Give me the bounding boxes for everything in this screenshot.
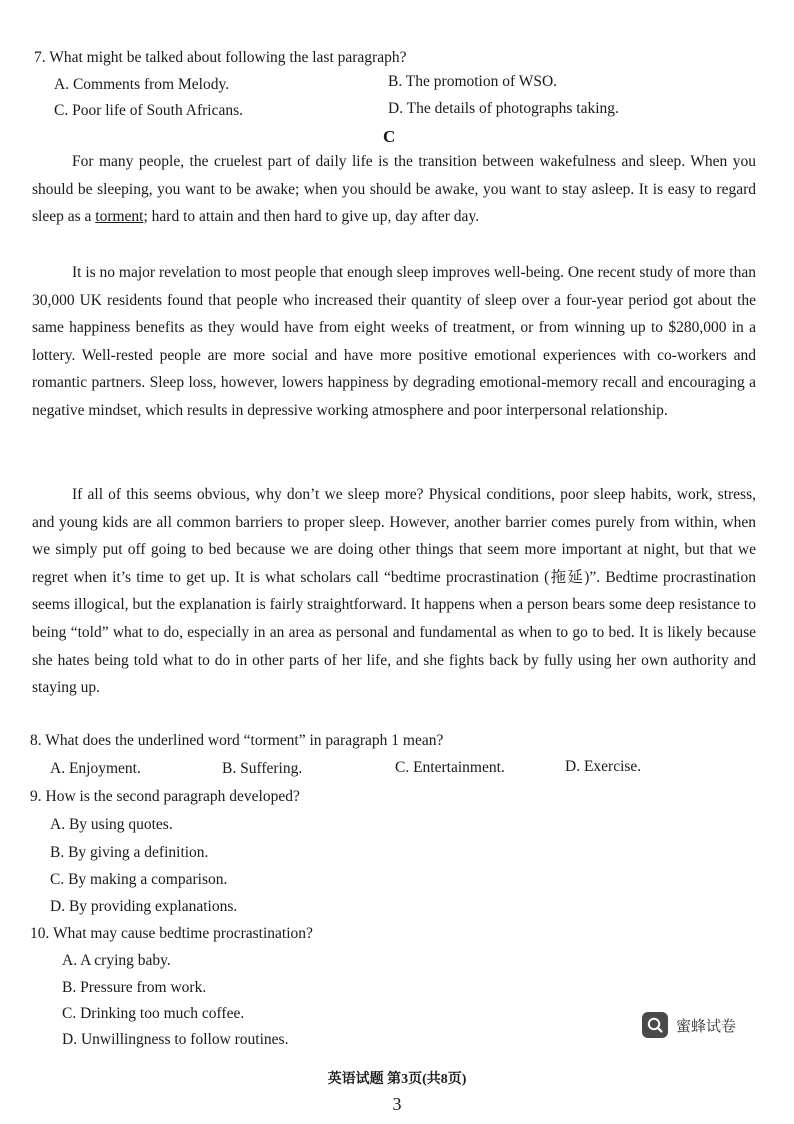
- q10-option-d[interactable]: D. Unwillingness to follow routines.: [62, 1031, 289, 1048]
- q9-question: 9. How is the second paragraph developed?: [30, 788, 300, 805]
- q7-option-a[interactable]: A. Comments from Melody.: [54, 76, 230, 93]
- q10-option-b[interactable]: B. Pressure from work.: [62, 979, 207, 996]
- q8-option-a[interactable]: A. Enjoyment.: [50, 760, 141, 777]
- q7-option-b[interactable]: B. The promotion of WSO.: [388, 73, 558, 90]
- q8-question: 8. What does the underlined word “torment” in paragraph 1 mean?: [30, 732, 444, 749]
- passage-paragraph-2: It is no major revelation to most people that enough sleep improves well-being. One recent study of more than 30,000 UK residents found that people who increased their quantity of sleep over a four-year period got about the same happiness benefits as they would have from eight weeks of treatment, or from winning up to $280,000 in a lottery. Well-rested people are more social and have more positive emotional experiences with co-workers and romantic partners. Sleep loss, however, lowers happiness by degrading emotional-memory recall and encouraging a negative mindset, which results in depressive working atmosphere and poor interpersonal relationship.: [32, 264, 756, 419]
- q7-option-d[interactable]: D. The details of photographs taking.: [388, 100, 619, 117]
- q8-option-b[interactable]: B. Suffering.: [222, 760, 303, 777]
- q10-option-a[interactable]: A. A crying baby.: [62, 952, 171, 969]
- q10-option-c[interactable]: C. Drinking too much coffee.: [62, 1005, 245, 1022]
- q8-option-c[interactable]: C. Entertainment.: [395, 759, 505, 776]
- q7-option-c[interactable]: C. Poor life of South Africans.: [54, 102, 243, 119]
- passage-paragraph-1: For many people, the cruelest part of daily life is the transition between wakefulness and sleep. When you should be sleeping, you want to be awake; when you should be awake, you want to stay asleep. It is easy to regard sleep as a torment; hard to attain and then hard to give up, day after day.: [32, 153, 756, 226]
- page-footer: 英语试题 第3页(共8页): [327, 1072, 467, 1087]
- q10-question: 10. What may cause bedtime procrastination?: [30, 925, 313, 942]
- search-icon: [642, 1012, 668, 1038]
- watermark: [642, 1012, 736, 1038]
- underlined-word: torment: [95, 208, 144, 226]
- q9-option-d[interactable]: D. By providing explanations.: [50, 898, 238, 915]
- q9-option-b[interactable]: B. By giving a definition.: [50, 844, 209, 861]
- page-number: 3: [392, 1094, 402, 1114]
- section-label: C: [383, 127, 396, 146]
- watermark-text: 蜜蜂试卷: [676, 1016, 737, 1035]
- passage-paragraph-3: If all of this seems obvious, why don’t we sleep more? Physical conditions, poor sleep habits, work, stress, and young kids are all common barriers to proper sleep. However, another barrier comes purely from within, when we simply put off going to bed because we are doing other things that seem more important at night, but that we regret when it’s time to get up. It is what scholars call “bedtime procrastination (拖延)”. Bedtime procrastination seems illogical, but the explanation is fairly straightforward. It happens when a person bears some deep resistance to being “told” what to do, especially in an area as personal and fundamental as when to go to bed. It is likely because she hates being told what to do in other parts of her life, and she fights back by fully using her own authority and staying up.: [32, 486, 756, 697]
- q7-question: 7. What might be talked about following the last paragraph?: [34, 49, 407, 66]
- q9-option-a[interactable]: A. By using quotes.: [50, 816, 173, 833]
- q8-option-d[interactable]: D. Exercise.: [565, 758, 642, 775]
- q9-option-c[interactable]: C. By making a comparison.: [50, 871, 228, 888]
